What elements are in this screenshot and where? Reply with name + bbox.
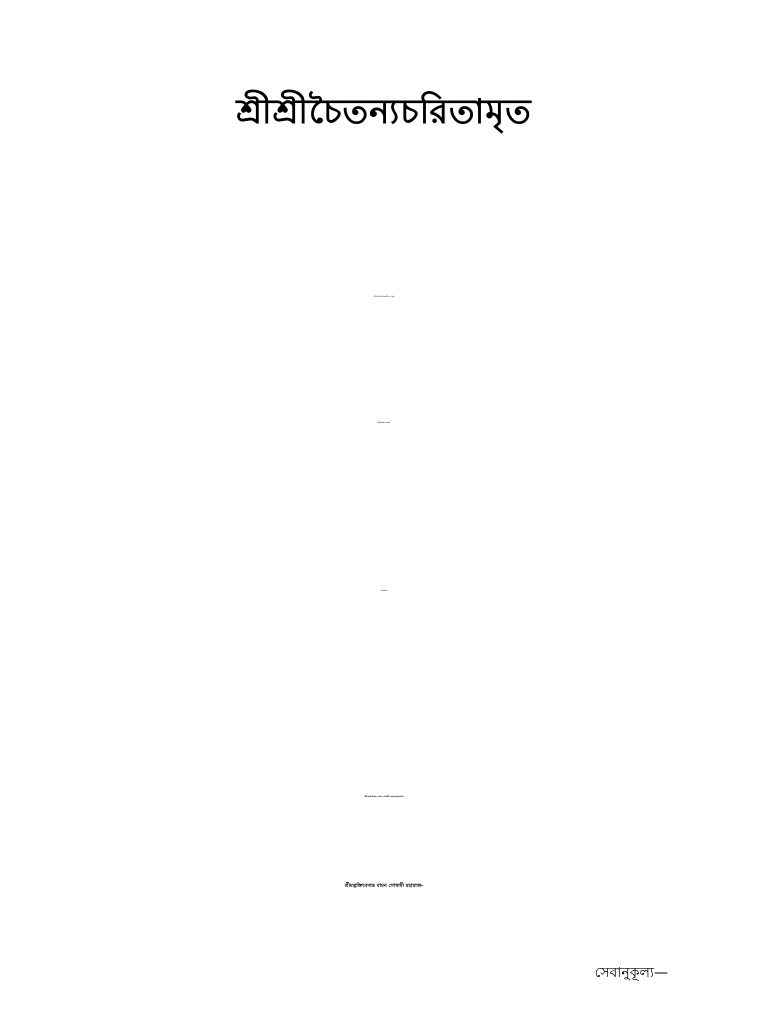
blessing-name: শ্রীমদ্ভক্তিপ্রজ্ঞান কেশব গোস্বামী মহারাজানুকম্পিত <box>364 796 404 798</box>
work-title-main: আদি-মধ্য-অন্ত্যলীলা—মূল <box>373 296 395 298</box>
footer-note: সেবানুকূল্য— <box>594 965 668 981</box>
commentary1-work: অমৃতপ্রবাহ-ভাষ্য, <box>377 422 391 424</box>
commentary2-work: অনুভাষ্য <box>380 590 388 592</box>
page-title: শ্রীশ্রীচৈতন্যচরিতামৃত <box>236 92 532 132</box>
editor-name: শ্রীমদ্ভক্তিবেদান্ত বামন গোস্বামী মহারাজ- <box>344 883 424 889</box>
